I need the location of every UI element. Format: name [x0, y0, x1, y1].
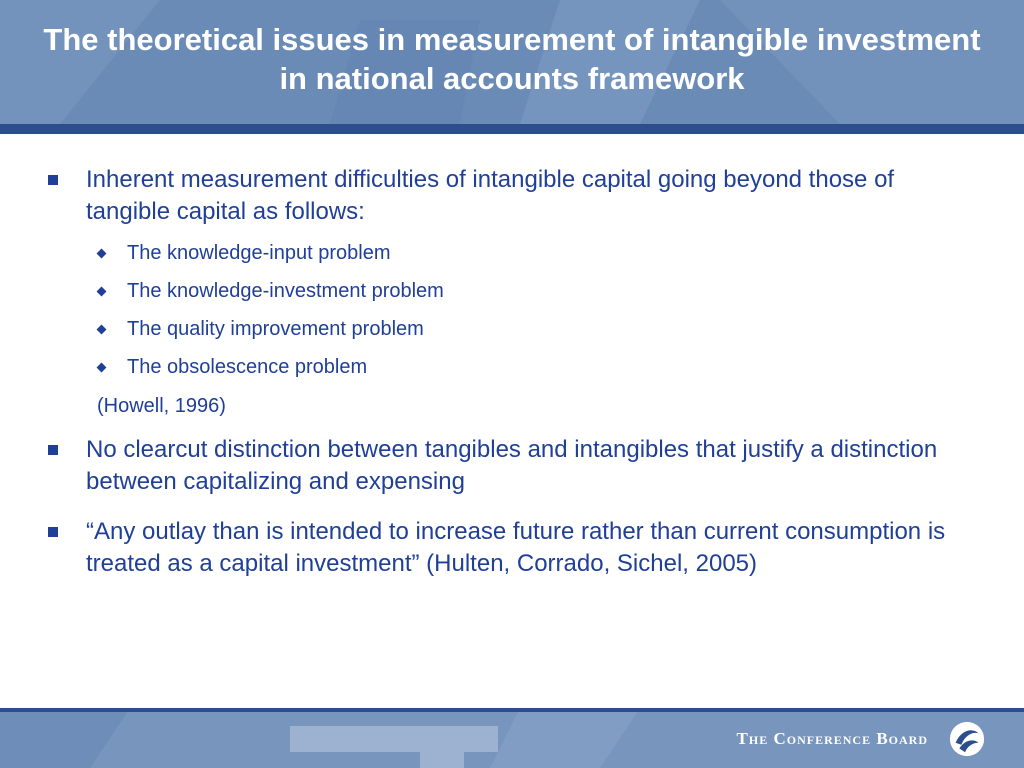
square-bullet-icon [48, 527, 58, 537]
slide-footer [0, 708, 1024, 768]
citation-text: (Howell, 1996) [97, 395, 226, 417]
square-bullet-icon [48, 445, 58, 455]
bullet-text: Inherent measurement difficulties of intangible capital going beyond those of tangible capital as follows: [86, 166, 895, 225]
conference-board-logo-icon [948, 720, 986, 758]
bullet-text: No clearcut distinction between tangibles and intangibles that justify a distinction between capitalizing and expensing [86, 436, 938, 495]
slide-header [0, 0, 1024, 124]
footer-divider [0, 708, 1024, 712]
brand-name: The Conference Board [736, 729, 928, 748]
diamond-bullet-icon [97, 324, 107, 334]
header-divider [0, 124, 1024, 134]
sub-bullet-text: The knowledge-input problem [127, 242, 391, 264]
sub-bullet-text: The obsolescence problem [127, 356, 368, 378]
sub-bullet-item [98, 310, 978, 348]
bullet-text: “Any outlay than is intended to increase future rather than current consumption is treated as a capital investment” (Hulten, Corrado, Sichel, 2005) [86, 518, 946, 577]
bullet-item [48, 434, 978, 498]
slide-title: The theoretical issues in measurement of intangible investment in national accounts framework [43, 22, 981, 96]
diamond-bullet-icon [97, 248, 107, 258]
sub-bullet-list [48, 234, 978, 386]
square-bullet-icon [48, 175, 58, 185]
diamond-bullet-icon [97, 286, 107, 296]
sub-bullet-item [98, 272, 978, 310]
bullet-item [48, 516, 978, 580]
sub-bullet-item [98, 348, 978, 386]
sub-bullet-text: The quality improvement problem [127, 318, 424, 340]
slide-body [48, 164, 978, 580]
bullet-item [48, 164, 978, 228]
diamond-bullet-icon [97, 362, 107, 372]
sub-bullet-text: The knowledge-investment problem [127, 280, 444, 302]
sub-bullet-item [98, 234, 978, 272]
